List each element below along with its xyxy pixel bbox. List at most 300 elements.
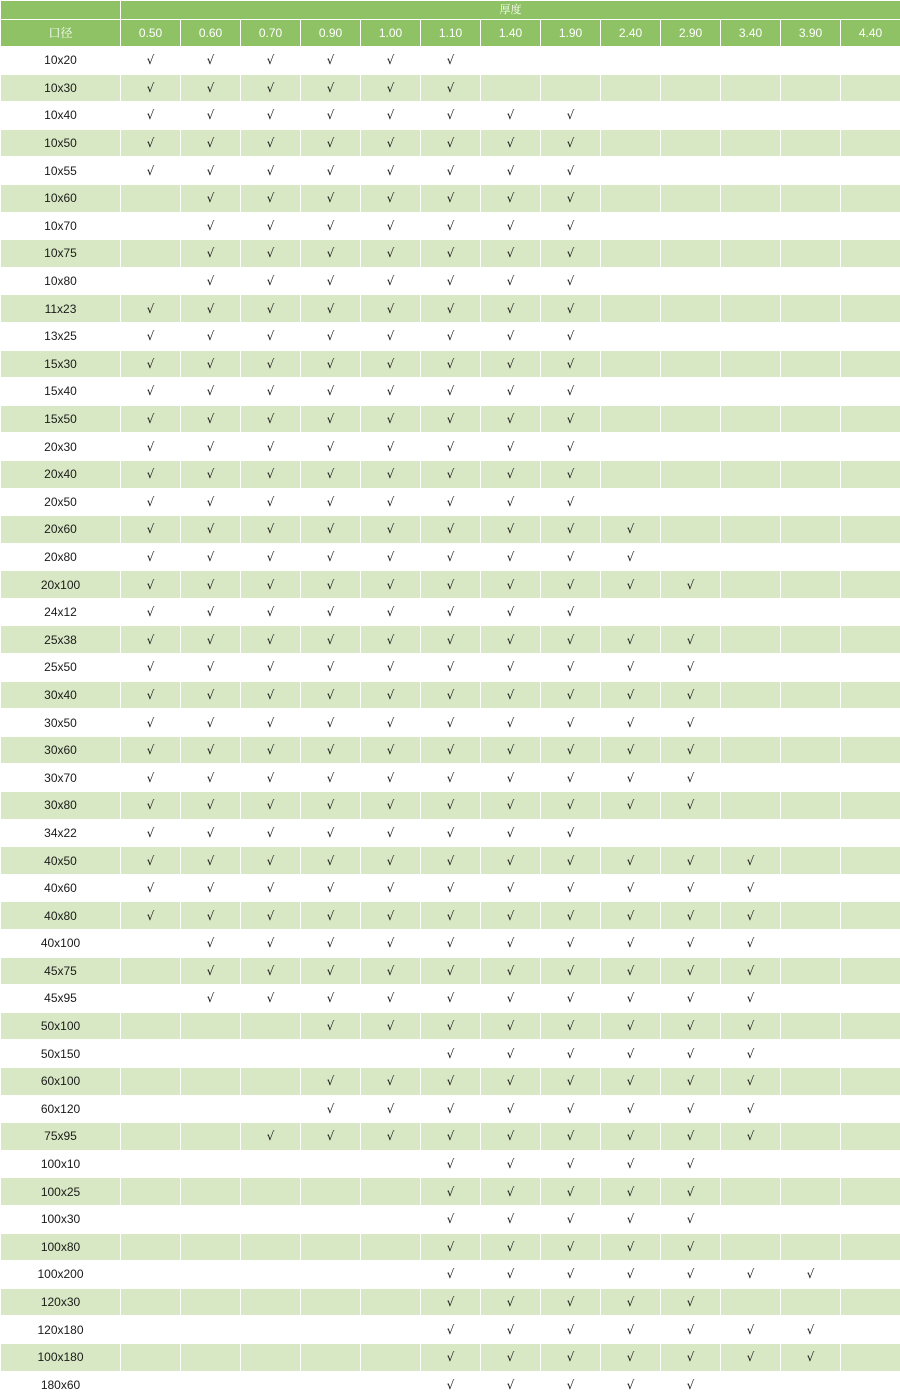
- cell-available: √: [481, 378, 541, 406]
- cell-available: √: [481, 184, 541, 212]
- cell-available: √: [361, 157, 421, 185]
- cell-available: √: [241, 764, 301, 792]
- cell-available: √: [601, 1123, 661, 1151]
- cell-available: √: [421, 1261, 481, 1289]
- cell-empty: [841, 350, 900, 378]
- cell-available: √: [541, 1205, 601, 1233]
- cell-available: √: [481, 681, 541, 709]
- cell-empty: [841, 736, 900, 764]
- cell-empty: [601, 350, 661, 378]
- cell-empty: [301, 1233, 361, 1261]
- cell-empty: [781, 184, 841, 212]
- cell-available: √: [421, 819, 481, 847]
- cell-available: √: [541, 985, 601, 1013]
- cell-empty: [361, 1343, 421, 1371]
- cell-empty: [361, 1040, 421, 1068]
- cell-available: √: [301, 957, 361, 985]
- cell-available: √: [121, 792, 181, 820]
- cell-available: √: [781, 1316, 841, 1344]
- cell-available: √: [601, 1012, 661, 1040]
- cell-available: √: [661, 1343, 721, 1371]
- cell-available: √: [781, 1343, 841, 1371]
- cell-empty: [781, 378, 841, 406]
- cell-empty: [241, 1012, 301, 1040]
- cell-empty: [121, 1123, 181, 1151]
- table-row: [1, 433, 900, 461]
- cell-empty: [781, 102, 841, 130]
- cell-empty: [301, 1261, 361, 1289]
- row-label-caliber: 10x40: [1, 102, 121, 130]
- cell-available: √: [241, 240, 301, 268]
- cell-available: √: [121, 571, 181, 599]
- cell-empty: [841, 874, 900, 902]
- cell-available: √: [421, 681, 481, 709]
- cell-available: √: [361, 129, 421, 157]
- cell-empty: [121, 1040, 181, 1068]
- cell-empty: [781, 1288, 841, 1316]
- cell-available: √: [421, 792, 481, 820]
- cell-available: √: [301, 764, 361, 792]
- cell-available: √: [181, 792, 241, 820]
- cell-empty: [121, 1095, 181, 1123]
- cell-available: √: [181, 460, 241, 488]
- cell-available: √: [541, 1233, 601, 1261]
- cell-empty: [781, 902, 841, 930]
- table-row: [1, 378, 900, 406]
- cell-empty: [601, 433, 661, 461]
- cell-empty: [841, 295, 900, 323]
- row-label-caliber: 60x120: [1, 1095, 121, 1123]
- column-header-thickness: 1.00: [361, 20, 421, 47]
- cell-empty: [841, 985, 900, 1013]
- cell-empty: [721, 184, 781, 212]
- cell-empty: [181, 1288, 241, 1316]
- cell-available: √: [721, 930, 781, 958]
- cell-available: √: [421, 957, 481, 985]
- cell-empty: [721, 598, 781, 626]
- table-row: [1, 1316, 900, 1344]
- row-label-caliber: 40x60: [1, 874, 121, 902]
- cell-available: √: [241, 819, 301, 847]
- cell-empty: [661, 378, 721, 406]
- row-label-caliber: 100x25: [1, 1178, 121, 1206]
- cell-empty: [241, 1233, 301, 1261]
- cell-available: √: [661, 1261, 721, 1289]
- cell-available: √: [421, 47, 481, 75]
- row-label-caliber: 13x25: [1, 322, 121, 350]
- cell-available: √: [121, 350, 181, 378]
- row-label-caliber: 24x12: [1, 598, 121, 626]
- cell-available: √: [181, 874, 241, 902]
- table-row: [1, 654, 900, 682]
- cell-empty: [661, 433, 721, 461]
- cell-available: √: [601, 1233, 661, 1261]
- row-label-caliber: 10x75: [1, 240, 121, 268]
- table-row: [1, 930, 900, 958]
- cell-available: √: [421, 1288, 481, 1316]
- cell-empty: [781, 460, 841, 488]
- cell-empty: [841, 1205, 900, 1233]
- row-label-caliber: 10x55: [1, 157, 121, 185]
- cell-empty: [781, 295, 841, 323]
- cell-empty: [721, 764, 781, 792]
- cell-available: √: [541, 819, 601, 847]
- cell-empty: [601, 598, 661, 626]
- cell-empty: [841, 1095, 900, 1123]
- cell-available: √: [481, 460, 541, 488]
- cell-empty: [121, 957, 181, 985]
- cell-available: √: [421, 322, 481, 350]
- row-label-caliber: 11x23: [1, 295, 121, 323]
- table-row: [1, 792, 900, 820]
- cell-empty: [781, 985, 841, 1013]
- cell-available: √: [181, 488, 241, 516]
- row-label-caliber: 100x10: [1, 1150, 121, 1178]
- cell-available: √: [241, 184, 301, 212]
- cell-empty: [781, 598, 841, 626]
- cell-empty: [781, 1205, 841, 1233]
- cell-empty: [601, 378, 661, 406]
- cell-available: √: [361, 1095, 421, 1123]
- cell-available: √: [421, 350, 481, 378]
- cell-available: √: [661, 1012, 721, 1040]
- cell-available: √: [181, 157, 241, 185]
- cell-empty: [121, 985, 181, 1013]
- row-label-caliber: 120x180: [1, 1316, 121, 1344]
- cell-available: √: [541, 930, 601, 958]
- cell-available: √: [541, 267, 601, 295]
- cell-available: √: [301, 433, 361, 461]
- cell-available: √: [601, 516, 661, 544]
- cell-available: √: [541, 516, 601, 544]
- cell-empty: [721, 792, 781, 820]
- cell-empty: [721, 1233, 781, 1261]
- cell-empty: [841, 47, 900, 75]
- cell-available: √: [481, 764, 541, 792]
- cell-empty: [721, 212, 781, 240]
- cell-available: √: [181, 322, 241, 350]
- cell-empty: [121, 930, 181, 958]
- cell-empty: [661, 295, 721, 323]
- cell-available: √: [301, 654, 361, 682]
- cell-available: √: [181, 212, 241, 240]
- cell-empty: [601, 295, 661, 323]
- cell-empty: [721, 819, 781, 847]
- cell-available: √: [421, 1123, 481, 1151]
- cell-available: √: [121, 378, 181, 406]
- cell-available: √: [181, 847, 241, 875]
- row-label-caliber: 60x100: [1, 1067, 121, 1095]
- cell-empty: [841, 129, 900, 157]
- cell-available: √: [661, 930, 721, 958]
- cell-empty: [661, 516, 721, 544]
- row-label-caliber: 20x50: [1, 488, 121, 516]
- table-row: [1, 488, 900, 516]
- cell-empty: [601, 157, 661, 185]
- cell-available: √: [361, 267, 421, 295]
- cell-available: √: [301, 322, 361, 350]
- cell-available: √: [361, 102, 421, 130]
- cell-available: √: [301, 129, 361, 157]
- cell-available: √: [541, 736, 601, 764]
- cell-empty: [721, 47, 781, 75]
- cell-empty: [841, 930, 900, 958]
- cell-empty: [841, 1288, 900, 1316]
- cell-empty: [841, 654, 900, 682]
- cell-available: √: [481, 1067, 541, 1095]
- column-header-thickness: 0.60: [181, 20, 241, 47]
- cell-available: √: [241, 295, 301, 323]
- cell-available: √: [541, 212, 601, 240]
- cell-available: √: [721, 902, 781, 930]
- cell-empty: [781, 322, 841, 350]
- cell-available: √: [181, 571, 241, 599]
- cell-empty: [841, 681, 900, 709]
- cell-available: √: [121, 543, 181, 571]
- table-row: [1, 902, 900, 930]
- cell-empty: [721, 322, 781, 350]
- cell-empty: [841, 1012, 900, 1040]
- cell-available: √: [361, 1067, 421, 1095]
- cell-empty: [781, 736, 841, 764]
- cell-available: √: [241, 792, 301, 820]
- cell-available: √: [661, 985, 721, 1013]
- cell-available: √: [121, 681, 181, 709]
- cell-available: √: [481, 654, 541, 682]
- cell-empty: [721, 460, 781, 488]
- cell-available: √: [121, 47, 181, 75]
- cell-available: √: [421, 930, 481, 958]
- cell-empty: [661, 212, 721, 240]
- cell-empty: [181, 1205, 241, 1233]
- cell-empty: [241, 1316, 301, 1344]
- column-header-thickness: 2.90: [661, 20, 721, 47]
- cell-available: √: [661, 874, 721, 902]
- cell-available: √: [721, 1261, 781, 1289]
- cell-available: √: [181, 709, 241, 737]
- cell-available: √: [361, 405, 421, 433]
- cell-available: √: [481, 874, 541, 902]
- cell-empty: [601, 488, 661, 516]
- table-row: [1, 184, 900, 212]
- cell-available: √: [301, 240, 361, 268]
- cell-available: √: [181, 598, 241, 626]
- cell-available: √: [721, 1095, 781, 1123]
- cell-empty: [841, 626, 900, 654]
- cell-available: √: [541, 157, 601, 185]
- cell-empty: [121, 1261, 181, 1289]
- cell-available: √: [241, 902, 301, 930]
- table-row: [1, 212, 900, 240]
- cell-available: √: [661, 957, 721, 985]
- table-row: [1, 1123, 900, 1151]
- cell-empty: [661, 240, 721, 268]
- cell-empty: [721, 736, 781, 764]
- cell-empty: [121, 1150, 181, 1178]
- cell-available: √: [421, 267, 481, 295]
- cell-empty: [241, 1343, 301, 1371]
- cell-available: √: [541, 488, 601, 516]
- cell-available: √: [301, 819, 361, 847]
- cell-available: √: [361, 598, 421, 626]
- cell-empty: [361, 1205, 421, 1233]
- cell-empty: [361, 1178, 421, 1206]
- cell-available: √: [541, 184, 601, 212]
- cell-available: √: [241, 654, 301, 682]
- cell-available: √: [481, 129, 541, 157]
- cell-available: √: [481, 1316, 541, 1344]
- cell-available: √: [241, 405, 301, 433]
- cell-empty: [181, 1067, 241, 1095]
- column-header-thickness: 0.50: [121, 20, 181, 47]
- row-label-caliber: 20x30: [1, 433, 121, 461]
- cell-empty: [721, 433, 781, 461]
- row-label-caliber: 30x40: [1, 681, 121, 709]
- cell-empty: [121, 1067, 181, 1095]
- cell-available: √: [421, 378, 481, 406]
- cell-empty: [121, 1288, 181, 1316]
- cell-available: √: [241, 378, 301, 406]
- cell-available: √: [301, 847, 361, 875]
- cell-available: √: [361, 516, 421, 544]
- table-row: [1, 681, 900, 709]
- cell-available: √: [481, 488, 541, 516]
- cell-available: √: [541, 129, 601, 157]
- table-row: [1, 847, 900, 875]
- cell-available: √: [121, 74, 181, 102]
- cell-available: √: [241, 626, 301, 654]
- row-label-caliber: 15x30: [1, 350, 121, 378]
- cell-empty: [181, 1095, 241, 1123]
- column-header-thickness: 2.40: [601, 20, 661, 47]
- cell-available: √: [121, 874, 181, 902]
- cell-available: √: [481, 240, 541, 268]
- cell-empty: [601, 460, 661, 488]
- table-row: [1, 516, 900, 544]
- cell-available: √: [241, 157, 301, 185]
- cell-available: √: [301, 543, 361, 571]
- cell-available: √: [361, 571, 421, 599]
- cell-available: √: [361, 985, 421, 1013]
- cell-available: √: [481, 1178, 541, 1206]
- cell-empty: [841, 1233, 900, 1261]
- table-row: [1, 1288, 900, 1316]
- cell-available: √: [541, 571, 601, 599]
- row-label-caliber: 100x200: [1, 1261, 121, 1289]
- cell-available: √: [121, 847, 181, 875]
- column-header-thickness: 3.90: [781, 20, 841, 47]
- cell-empty: [841, 460, 900, 488]
- table-row: [1, 350, 900, 378]
- cell-available: √: [721, 957, 781, 985]
- cell-available: √: [601, 626, 661, 654]
- cell-available: √: [121, 157, 181, 185]
- cell-available: √: [181, 295, 241, 323]
- cell-available: √: [361, 350, 421, 378]
- cell-available: √: [541, 681, 601, 709]
- row-label-caliber: 15x50: [1, 405, 121, 433]
- cell-available: √: [541, 1123, 601, 1151]
- cell-available: √: [181, 129, 241, 157]
- cell-empty: [781, 681, 841, 709]
- table-row: [1, 1150, 900, 1178]
- cell-empty: [721, 1288, 781, 1316]
- cell-empty: [841, 709, 900, 737]
- table-row: [1, 1040, 900, 1068]
- cell-available: √: [121, 764, 181, 792]
- cell-available: √: [661, 1316, 721, 1344]
- row-label-caliber: 10x20: [1, 47, 121, 75]
- cell-available: √: [541, 957, 601, 985]
- cell-available: √: [481, 985, 541, 1013]
- cell-empty: [361, 1261, 421, 1289]
- cell-available: √: [421, 1040, 481, 1068]
- column-header-thickness: 1.40: [481, 20, 541, 47]
- cell-available: √: [601, 1205, 661, 1233]
- cell-empty: [841, 1067, 900, 1095]
- cell-available: √: [181, 930, 241, 958]
- cell-empty: [781, 1178, 841, 1206]
- cell-available: √: [601, 736, 661, 764]
- cell-available: √: [181, 626, 241, 654]
- cell-empty: [841, 267, 900, 295]
- cell-empty: [601, 102, 661, 130]
- cell-empty: [781, 1371, 841, 1399]
- table-row: [1, 1261, 900, 1289]
- cell-available: √: [241, 516, 301, 544]
- cell-empty: [301, 1040, 361, 1068]
- cell-available: √: [481, 626, 541, 654]
- cell-available: √: [121, 129, 181, 157]
- cell-available: √: [421, 295, 481, 323]
- cell-empty: [781, 405, 841, 433]
- cell-available: √: [301, 1123, 361, 1151]
- cell-available: √: [541, 405, 601, 433]
- cell-empty: [841, 516, 900, 544]
- cell-empty: [721, 157, 781, 185]
- cell-available: √: [541, 709, 601, 737]
- cell-available: √: [181, 654, 241, 682]
- cell-available: √: [301, 874, 361, 902]
- cell-available: √: [421, 1233, 481, 1261]
- row-label-caliber: 40x50: [1, 847, 121, 875]
- cell-available: √: [361, 488, 421, 516]
- cell-empty: [841, 571, 900, 599]
- cell-empty: [721, 102, 781, 130]
- cell-available: √: [781, 1261, 841, 1289]
- cell-empty: [841, 1316, 900, 1344]
- cell-available: √: [661, 571, 721, 599]
- cell-available: √: [541, 626, 601, 654]
- cell-empty: [241, 1150, 301, 1178]
- cell-empty: [601, 322, 661, 350]
- row-label-caliber: 25x38: [1, 626, 121, 654]
- cell-empty: [301, 1205, 361, 1233]
- table-row: [1, 709, 900, 737]
- cell-available: √: [421, 1095, 481, 1123]
- cell-available: √: [361, 957, 421, 985]
- cell-available: √: [481, 736, 541, 764]
- cell-available: √: [601, 1288, 661, 1316]
- cell-available: √: [301, 184, 361, 212]
- cell-available: √: [481, 405, 541, 433]
- cell-available: √: [361, 930, 421, 958]
- cell-available: √: [481, 1095, 541, 1123]
- cell-available: √: [481, 102, 541, 130]
- cell-empty: [721, 1371, 781, 1399]
- row-label-caliber: 10x60: [1, 184, 121, 212]
- column-header-thickness: 0.70: [241, 20, 301, 47]
